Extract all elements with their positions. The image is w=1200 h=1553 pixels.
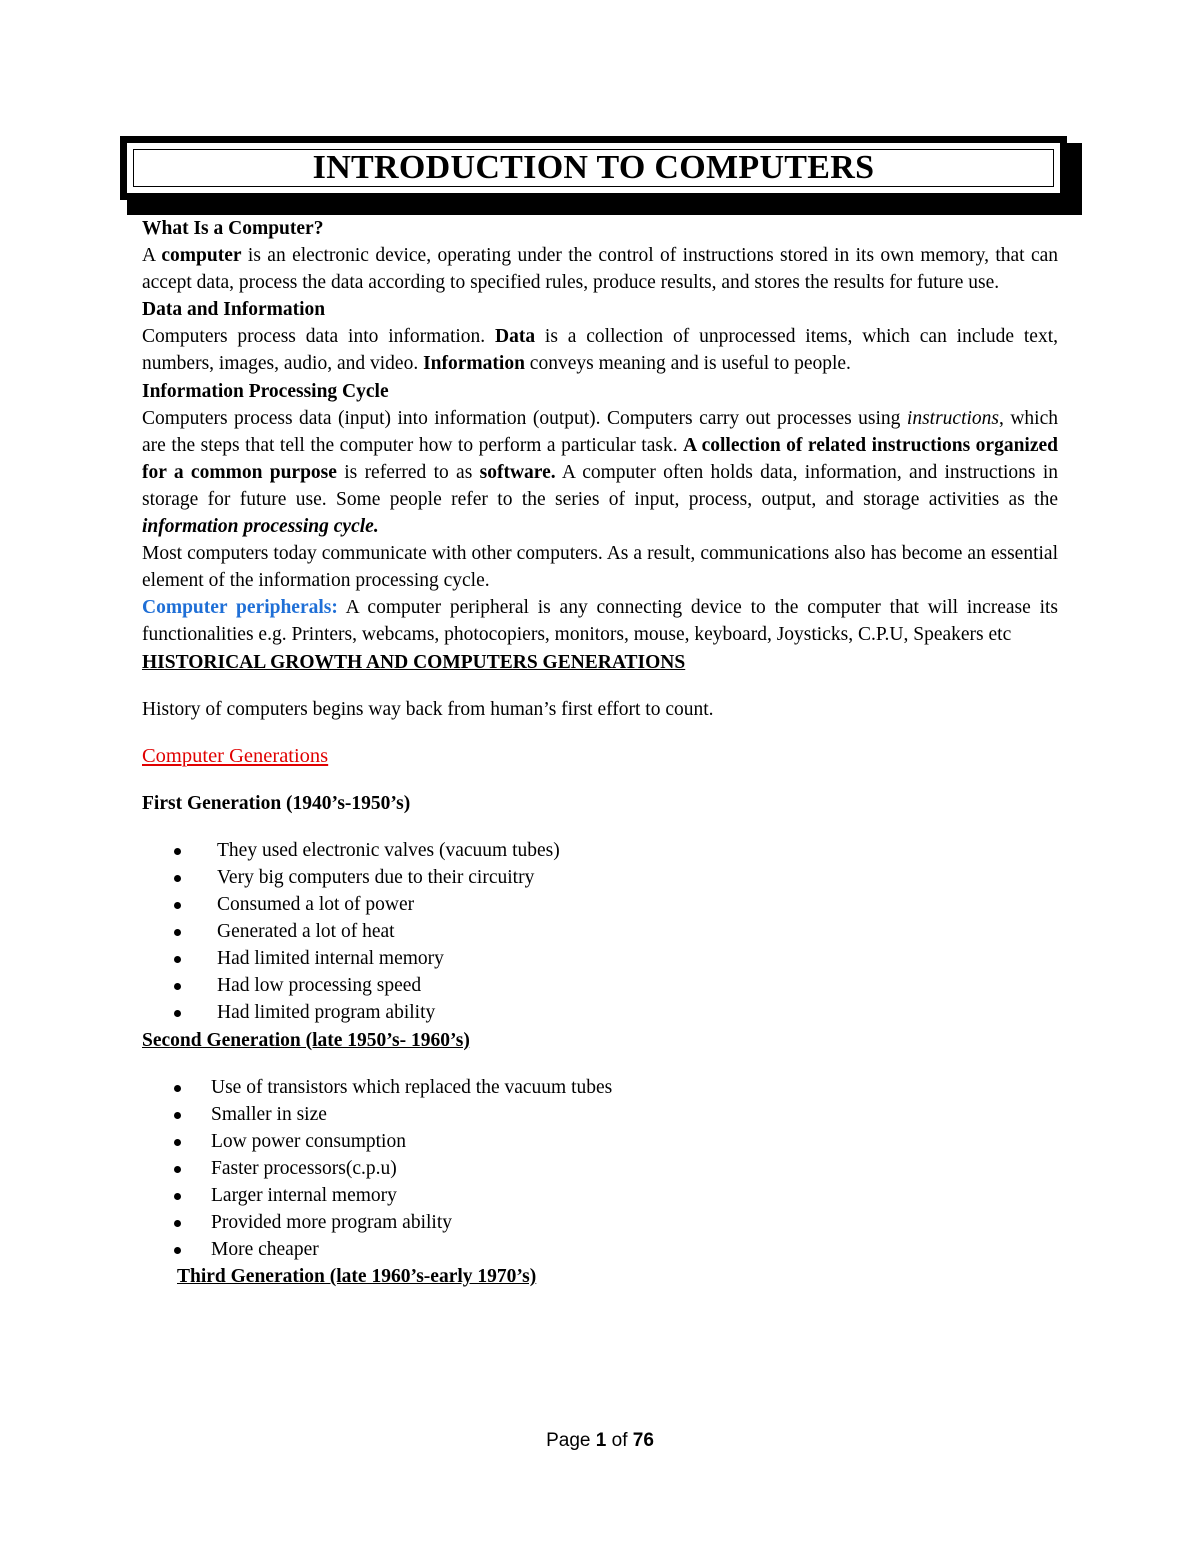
heading-what-is-computer: What Is a Computer? (142, 218, 324, 239)
list-item (142, 1155, 1058, 1182)
bold-term-data: Data (495, 326, 536, 348)
footer-of-label: of (606, 1430, 633, 1451)
heading-first-generation: First Generation (1940’s-1950’s) (142, 792, 411, 814)
list-item-text: Faster processors(c.p.u) (211, 1157, 397, 1179)
list-item (142, 918, 1058, 945)
list-item-text: Had limited program ability (217, 1002, 436, 1024)
text-run: A computer peripheral is any connecting device to the computer that will increase its functionalities e.g. Printers, webcams, photocopiers, monitors, mouse, keyboard, Joysticks, C.P.U, Speakers etc (142, 597, 1058, 646)
bullet-icon (174, 1112, 181, 1119)
list-item (142, 1182, 1058, 1209)
paragraph-processing-cycle (142, 405, 1058, 540)
text-run: A (142, 245, 162, 267)
list-item (142, 1236, 1058, 1263)
text-run: is a collection of unprocessed items, which can include text, numbers, images, audio, and video. (142, 326, 1059, 375)
list-item-text: Low power consumption (211, 1130, 406, 1152)
text-run: conveys meaning and is useful to people. (524, 353, 851, 375)
bullet-icon (174, 1139, 181, 1146)
paragraph-data-information (142, 323, 1058, 377)
bullet-icon (174, 1193, 181, 1200)
bullet-icon (174, 1010, 181, 1017)
bullet-icon (174, 902, 181, 909)
text-run: Computers process data into information. (142, 326, 496, 348)
list-item-text: Smaller in size (211, 1103, 327, 1125)
title-box (120, 136, 1067, 200)
peripherals-label: Computer peripherals: (142, 597, 338, 619)
heading-computer-generations: Computer Generations (142, 744, 329, 767)
paragraph-computer-definition (142, 242, 1058, 296)
heading-second-generation: Second Generation (late 1950’s- 1960’s) (142, 1029, 470, 1051)
heading-data-information: Data and Information (142, 299, 326, 321)
bold-term-information: Information (423, 353, 525, 375)
text-run: Computers process data (input) into information (output). Computers carry out processes using (142, 407, 907, 429)
paragraph-history-intro: History of computers begins way back from human’s first effort to count. (142, 698, 714, 720)
text-run: is referred to as (336, 461, 480, 483)
spacer (142, 723, 1058, 743)
title-inner-border (133, 149, 1054, 187)
list-item (142, 1209, 1058, 1236)
list-item-text: More cheaper (211, 1239, 319, 1261)
bullet-icon (174, 1085, 181, 1092)
list-item (142, 1101, 1058, 1128)
bullet-icon (174, 1247, 181, 1254)
spacer (142, 676, 1058, 696)
list-item (142, 1074, 1058, 1101)
page-footer (0, 1430, 1200, 1452)
heading-processing-cycle: Information Processing Cycle (142, 380, 389, 402)
bullet-icon (174, 929, 181, 936)
footer-page-label: Page (546, 1430, 596, 1451)
bullet-icon (174, 983, 181, 990)
bullet-icon (174, 875, 181, 882)
italic-term-instructions: instructions (906, 407, 999, 429)
paragraph-peripherals (142, 594, 1058, 648)
list-item (142, 1128, 1058, 1155)
list-item-text: Had limited internal memory (217, 948, 444, 970)
page-title: INTRODUCTION TO COMPUTERS (312, 149, 875, 186)
heading-historical-growth: HISTORICAL GROWTH AND COMPUTERS GENERATIONS (142, 651, 686, 673)
list-item-text: They used electronic valves (vacuum tubes) (217, 839, 560, 861)
list-item-text: Generated a lot of heat (217, 921, 395, 943)
first-generation-list (142, 837, 1058, 1027)
bold-term-computer: computer (161, 245, 242, 267)
list-item (142, 972, 1058, 999)
text-run: , which are the steps that tell the computer how to perform a particular task. (142, 407, 1059, 456)
second-generation-list (142, 1074, 1058, 1264)
bullet-icon (174, 1220, 181, 1227)
bullet-icon (174, 1166, 181, 1173)
list-item-text: Provided more program ability (211, 1212, 452, 1234)
spacer (142, 1054, 1058, 1074)
list-item-text: Larger internal memory (211, 1185, 397, 1206)
list-item (142, 837, 1058, 864)
bullet-icon (174, 848, 181, 855)
list-item (142, 999, 1058, 1026)
list-item (142, 864, 1058, 891)
bold-phrase-collection: A collection of related instructions organized for a common purpose (142, 434, 1058, 483)
text-run: A computer often holds data, information, and instructions in storage for future use. Some people refer to the series of input, process, output, and storage activities as the (142, 461, 1058, 510)
list-item-text: Use of transistors which replaced the vacuum tubes (211, 1076, 613, 1098)
list-item-text: Consumed a lot of power (217, 894, 415, 916)
footer-page-total: 76 (632, 1430, 654, 1451)
bold-term-software: software. (479, 461, 556, 483)
spacer (142, 770, 1058, 790)
paragraph-communications: Most computers today communicate with other computers. As a result, communications also has become an essential element of the information processing cycle. (142, 543, 1058, 592)
heading-third-generation: Third Generation (late 1960’s-early 1970’s) (177, 1266, 537, 1288)
list-item-text: Very big computers due to their circuitry (217, 866, 535, 888)
document-body (142, 215, 1058, 1290)
list-item (142, 945, 1058, 972)
list-item-text: Had low processing speed (217, 975, 422, 997)
spacer (142, 817, 1058, 837)
list-item (142, 891, 1058, 918)
bold-italic-term-cycle: information processing cycle. (142, 516, 379, 538)
footer-page-number: 1 (595, 1430, 607, 1451)
bullet-icon (174, 956, 181, 963)
text-run: is an electronic device, operating under the control of instructions stored in its own memory, that can accept data, process the data according to specified rules, produce results, and stores the results for future use. (142, 245, 1059, 294)
